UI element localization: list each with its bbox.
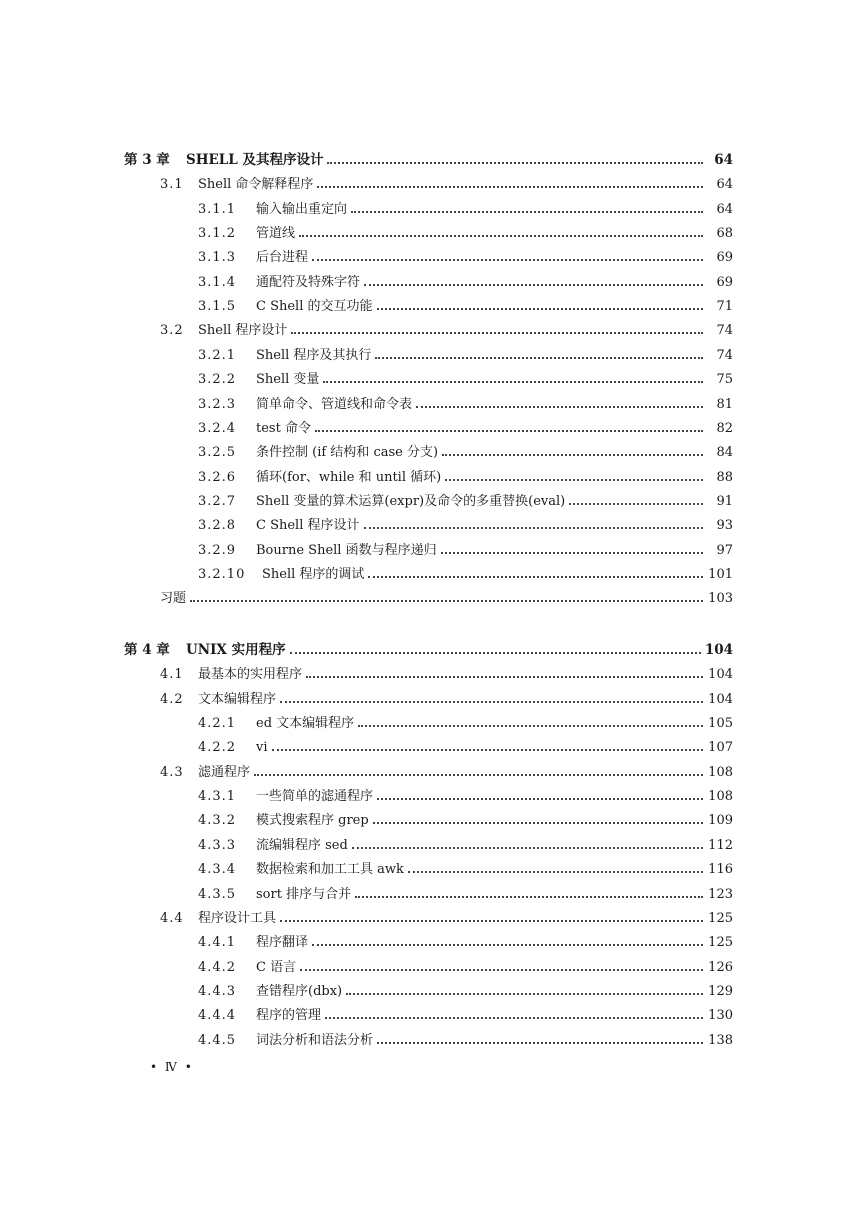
entry-number: 4.2 — [160, 691, 184, 707]
entry-page-number: 104 — [704, 642, 733, 658]
entry-page-number: 88 — [716, 469, 733, 485]
entry-title: Shell 变量 — [256, 372, 320, 388]
subsection-entry — [198, 886, 733, 903]
entry-title: sort 排序与合并 — [256, 886, 352, 902]
entry-number: 4.2.2 — [198, 740, 237, 756]
dot-leader — [375, 347, 703, 359]
subsection-entry — [198, 861, 733, 878]
dot-leader — [355, 886, 703, 898]
subsection-entry — [198, 1032, 733, 1049]
entry-title: Shell 程序及其执行 — [256, 347, 372, 363]
entry-title: Shell 变量的算术运算(expr)及命令的多重替换(eval) — [256, 493, 566, 509]
entry-page-number: 74 — [716, 323, 733, 339]
entry-page-number: 75 — [716, 372, 733, 388]
entry-title: 一些简单的滤通程序 — [256, 789, 374, 805]
dot-leader — [416, 396, 703, 408]
entry-number: 3.1.2 — [198, 226, 237, 242]
subsection-entry — [198, 396, 733, 413]
entry-number: 3.1.5 — [198, 299, 237, 315]
dot-leader — [190, 590, 703, 602]
entry-title: 通配符及特殊字符 — [256, 274, 361, 290]
dot-leader — [377, 788, 703, 800]
dot-leader — [569, 493, 703, 505]
entry-page-number: 138 — [708, 1032, 733, 1048]
entry-page-number: 130 — [708, 1008, 733, 1024]
entry-number: 3.2.6 — [198, 469, 237, 485]
entry-title: 条件控制 (if 结构和 case 分支) — [256, 445, 439, 461]
entry-title: 程序设计工具 — [198, 910, 277, 926]
entry-page-number: 81 — [716, 396, 733, 412]
entry-number: 3.1.3 — [198, 250, 237, 266]
subsection-entry — [198, 469, 733, 486]
entry-page-number: 82 — [716, 420, 733, 436]
dot-leader — [377, 298, 704, 310]
entry-number: 4.3 — [160, 764, 184, 780]
entry-title: 滤通程序 — [198, 764, 251, 780]
entry-number: 3.2.2 — [198, 372, 237, 388]
entry-number: 3.2.10 — [198, 566, 246, 582]
entry-title: 数据检索和加工工具 awk — [256, 862, 404, 878]
dot-leader — [272, 739, 703, 751]
entry-number: 3.2 — [160, 323, 184, 339]
entry-title: Shell 程序设计 — [198, 323, 288, 339]
subsection-entry — [198, 1007, 733, 1024]
dot-leader — [352, 837, 703, 849]
entry-title: 词法分析和语法分析 — [256, 1032, 374, 1048]
entry-page-number: 103 — [708, 591, 733, 607]
entry-title: SHELL 及其程序设计 — [186, 152, 324, 168]
dot-leader — [323, 371, 703, 383]
subsection-entry — [198, 715, 733, 732]
entry-number: 4.1 — [160, 667, 184, 683]
entry-number: 4.3.3 — [198, 837, 237, 853]
entry-title: 后台进程 — [256, 250, 309, 266]
entry-number: 4.2.1 — [198, 716, 237, 732]
entry-number: 4.3.1 — [198, 789, 237, 805]
entry-number: 4.4.1 — [198, 935, 237, 951]
dot-leader — [373, 812, 703, 824]
entry-number: 4.4.2 — [198, 959, 237, 975]
dot-leader — [300, 959, 703, 971]
entry-page-number: 104 — [708, 691, 733, 707]
subsection-entry — [198, 444, 733, 461]
dot-leader — [346, 983, 703, 995]
subsection-entry — [198, 298, 733, 315]
entry-number: 4.4.4 — [198, 1008, 237, 1024]
entry-page-number: 109 — [708, 813, 733, 829]
entry-number: 3.2.1 — [198, 347, 237, 363]
dot-leader — [441, 542, 703, 554]
section-entry — [160, 176, 733, 193]
entry-number: 3.2.8 — [198, 518, 237, 534]
entry-title: ed 文本编辑程序 — [256, 716, 355, 732]
entry-title: 流编辑程序 sed — [256, 837, 348, 853]
subsection-entry — [198, 566, 733, 583]
entry-number: 3.2.9 — [198, 542, 237, 558]
dot-leader — [377, 1032, 703, 1044]
entry-title: vi — [256, 740, 268, 756]
dot-leader — [306, 666, 703, 678]
entry-title: C 语言 — [256, 959, 297, 975]
entry-title: test 命令 — [256, 420, 311, 436]
dot-leader — [280, 691, 703, 703]
entry-page-number: 97 — [716, 542, 733, 558]
entry-page-number: 91 — [716, 493, 733, 509]
entry-number: 3.2.7 — [198, 493, 237, 509]
entry-title: 输入输出重定向 — [256, 201, 348, 217]
section-entry — [160, 764, 733, 781]
entry-title: 程序的管理 — [256, 1008, 322, 1024]
entry-page-number: 101 — [708, 566, 733, 582]
dot-leader — [368, 566, 703, 578]
entry-page-number: 105 — [708, 716, 733, 732]
entry-page-number: 112 — [708, 837, 733, 853]
dot-leader — [317, 176, 703, 188]
subsection-entry — [198, 934, 733, 951]
dot-leader — [364, 517, 704, 529]
entry-number: 第 3 章 — [124, 152, 170, 168]
section-entry — [160, 322, 733, 339]
entry-title: 模式搜索程序 grep — [256, 813, 369, 829]
entry-number: 4.3.4 — [198, 862, 237, 878]
entry-page-number: 64 — [716, 177, 733, 193]
subsection-entry — [198, 225, 733, 242]
subsection-entry — [198, 201, 733, 218]
dot-leader — [315, 420, 703, 432]
dot-leader — [299, 225, 703, 237]
dot-leader — [290, 642, 701, 654]
entry-title: 循环(for、while 和 until 循环) — [256, 469, 442, 485]
entry-number: 3.2.5 — [198, 445, 237, 461]
dot-leader — [312, 249, 703, 261]
entry-title: Shell 命令解释程序 — [198, 177, 314, 193]
dot-leader — [325, 1007, 703, 1019]
entry-number: 4.3.5 — [198, 886, 237, 902]
entry-title: 文本编辑程序 — [198, 691, 277, 707]
subsection-entry — [198, 420, 733, 437]
section-entry — [160, 910, 733, 927]
entry-page-number: 69 — [716, 250, 733, 266]
dot-leader — [442, 444, 703, 456]
page-number: • Ⅳ • — [150, 1060, 194, 1074]
subsection-entry — [198, 983, 733, 1000]
entry-page-number: 116 — [708, 862, 733, 878]
entry-page-number: 126 — [708, 959, 733, 975]
entry-title: C Shell 程序设计 — [256, 518, 360, 534]
entry-number: 4.3.2 — [198, 813, 237, 829]
subsection-entry — [198, 493, 733, 510]
entry-title: C Shell 的交互功能 — [256, 299, 373, 315]
subsection-entry — [198, 371, 733, 388]
entry-number: 3.1.4 — [198, 274, 237, 290]
subsection-entry — [198, 347, 733, 364]
entry-title: 查错程序(dbx) — [256, 983, 343, 999]
subsection-entry — [198, 542, 733, 559]
entry-page-number: 107 — [708, 740, 733, 756]
entry-page-number: 68 — [716, 226, 733, 242]
entry-page-number: 123 — [708, 886, 733, 902]
entry-page-number: 74 — [716, 347, 733, 363]
entry-number: 3.2.4 — [198, 420, 237, 436]
subsection-entry — [198, 739, 733, 756]
subsection-entry — [198, 788, 733, 805]
entry-number: 第 4 章 — [124, 642, 170, 658]
entry-page-number: 125 — [708, 910, 733, 926]
entry-title: Shell 程序的调试 — [262, 566, 365, 582]
entry-title: 程序翻译 — [256, 935, 309, 951]
entry-title: 习题 — [160, 591, 187, 607]
chapter-heading — [124, 152, 733, 168]
entry-number: 4.4 — [160, 910, 184, 926]
dot-leader — [364, 274, 703, 286]
entry-number: 4.4.5 — [198, 1032, 237, 1048]
dot-leader — [254, 764, 703, 776]
subsection-entry — [198, 517, 733, 534]
entry-page-number: 69 — [716, 274, 733, 290]
entry-page-number: 64 — [714, 152, 733, 168]
entry-page-number: 84 — [716, 445, 733, 461]
subsection-entry — [198, 249, 733, 266]
entry-title: UNIX 实用程序 — [186, 642, 286, 658]
entry-title: 简单命令、管道线和命令表 — [256, 396, 413, 412]
entry-page-number: 71 — [716, 299, 733, 315]
subsection-entry — [198, 837, 733, 854]
chapter-heading — [124, 642, 733, 658]
entry-number: 4.4.3 — [198, 983, 237, 999]
dot-leader — [312, 934, 703, 946]
entry-title: 管道线 — [256, 226, 296, 242]
entry-page-number: 108 — [708, 789, 733, 805]
entry-title: Bourne Shell 函数与程序递归 — [256, 542, 437, 558]
dot-leader — [358, 715, 703, 727]
entry-page-number: 104 — [708, 667, 733, 683]
entry-number: 3.1 — [160, 177, 184, 193]
entry-number: 3.2.3 — [198, 396, 237, 412]
entry-title: 最基本的实用程序 — [198, 667, 303, 683]
exercises-entry — [160, 590, 733, 607]
entry-page-number: 108 — [708, 764, 733, 780]
section-entry — [160, 691, 733, 708]
dot-leader — [327, 152, 703, 164]
entry-page-number: 93 — [716, 518, 733, 534]
entry-page-number: 125 — [708, 935, 733, 951]
entry-page-number: 129 — [708, 983, 733, 999]
dot-leader — [408, 861, 703, 873]
entry-page-number: 64 — [716, 201, 733, 217]
subsection-entry — [198, 274, 733, 291]
entry-number: 3.1.1 — [198, 201, 237, 217]
subsection-entry — [198, 959, 733, 976]
section-entry — [160, 666, 733, 683]
dot-leader — [445, 469, 703, 481]
dot-leader — [280, 910, 703, 922]
dot-leader — [351, 201, 703, 213]
dot-leader — [291, 322, 703, 334]
subsection-entry — [198, 812, 733, 829]
